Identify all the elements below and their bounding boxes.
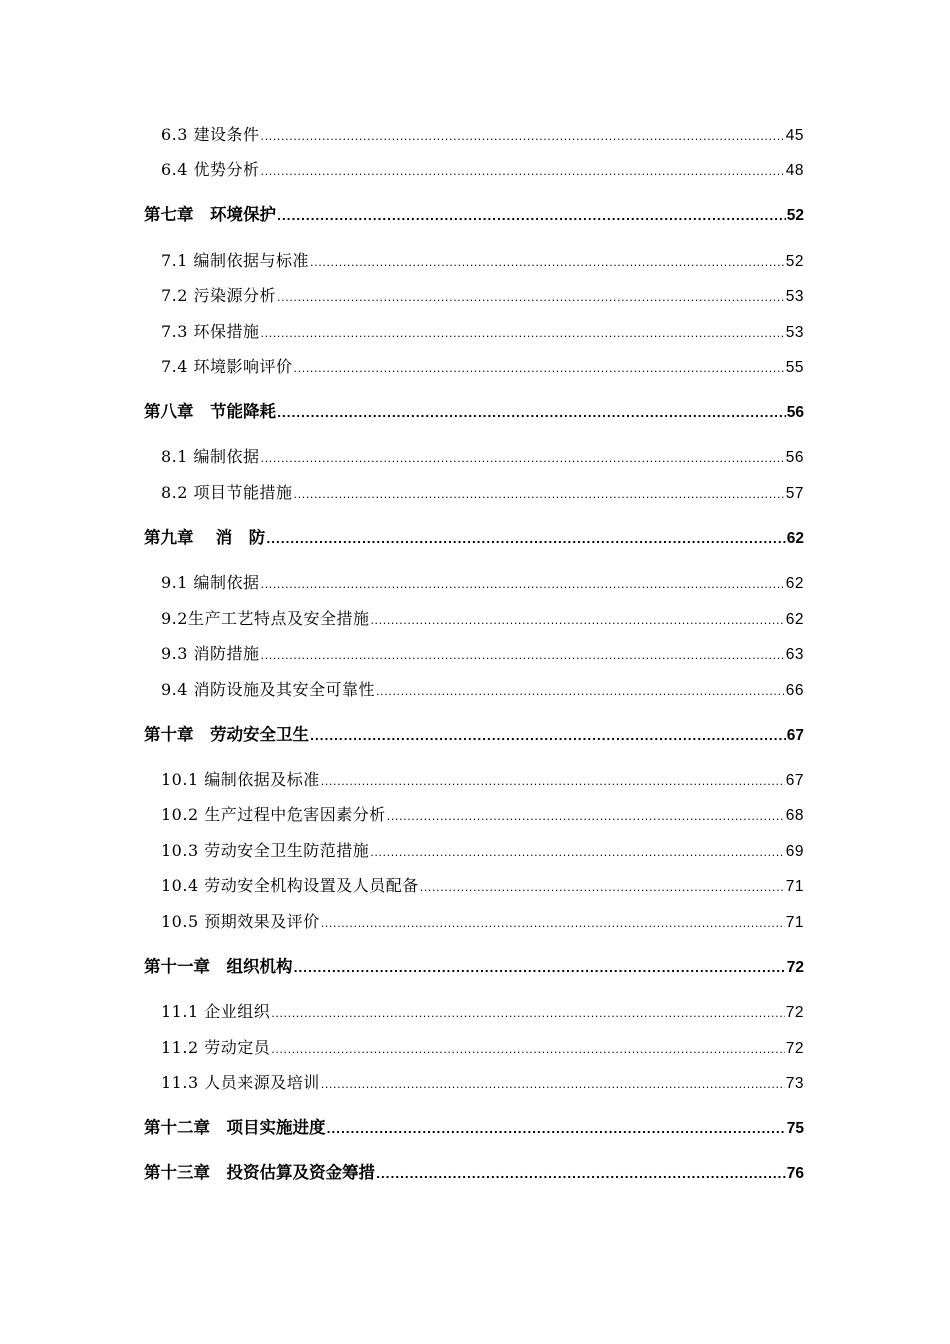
toc-entry-title: 9.1 编制依据 [161, 573, 260, 592]
toc-chapter-title: 第十二章 项目实施进度 [144, 1118, 326, 1137]
dot-leader [327, 1118, 786, 1142]
toc-page-number: 53 [785, 324, 804, 341]
toc-page-number: 71 [785, 878, 804, 895]
toc-page-number: 45 [785, 127, 804, 144]
toc-entry-title: 6.3 建设条件 [161, 125, 260, 144]
dot-leader [387, 805, 785, 829]
toc-chapter-10[interactable] [144, 723, 804, 747]
toc-chapter-title: 第十章 劳动安全卫生 [144, 725, 309, 744]
toc-entry-6-4[interactable] [161, 158, 804, 182]
toc-page-number: 63 [785, 646, 804, 663]
toc-entry-title: 10.1 编制依据及标准 [161, 770, 320, 789]
toc-page-number: 52 [785, 253, 804, 270]
toc-entry-title: 7.2 污染源分析 [161, 286, 277, 305]
toc-entry-10-2[interactable] [161, 803, 804, 827]
toc-chapter-7[interactable] [144, 203, 804, 227]
toc-page-number: 67 [785, 772, 804, 789]
dot-leader [261, 573, 785, 597]
toc-entry-title: 7.3 环保措施 [161, 322, 260, 341]
toc-page-number: 71 [785, 914, 804, 931]
toc-page-number: 53 [785, 288, 804, 305]
dot-leader [271, 1002, 785, 1026]
toc-entry-title: 11.3 人员来源及培训 [161, 1073, 320, 1092]
dot-leader [266, 528, 786, 552]
toc-entry-7-1[interactable] [161, 249, 804, 273]
toc-page-number: 75 [786, 1120, 804, 1137]
toc-chapter-title: 第十三章 投资估算及资金筹措 [144, 1163, 375, 1182]
toc-entry-title: 7.1 编制依据与标准 [161, 251, 310, 270]
dot-leader [420, 876, 785, 900]
toc-entry-title: 9.2生产工艺特点及安全措施 [161, 609, 370, 628]
dot-leader [261, 447, 785, 471]
toc-page-number: 67 [786, 727, 804, 744]
toc-page-number: 76 [786, 1165, 804, 1182]
toc-entry-title: 10.4 劳动安全机构设置及人员配备 [161, 876, 419, 895]
toc-page-number: 72 [786, 959, 804, 976]
toc-page-number: 55 [785, 359, 804, 376]
dot-leader [277, 205, 786, 229]
toc-page-number: 57 [785, 485, 804, 502]
toc-page-number: 73 [785, 1075, 804, 1092]
toc-chapter-title: 第七章 环境保护 [144, 205, 276, 224]
toc-entry-11-3[interactable] [161, 1071, 804, 1095]
toc-chapter-12[interactable] [144, 1116, 804, 1140]
toc-page-number: 48 [785, 162, 804, 179]
dot-leader [321, 912, 785, 936]
toc-page-number: 62 [785, 575, 804, 592]
dot-leader [277, 286, 785, 310]
toc-entry-title: 10.2 生产过程中危害因素分析 [161, 805, 386, 824]
toc-page-number: 72 [785, 1040, 804, 1057]
toc-entry-10-3[interactable] [161, 839, 804, 863]
toc-page-number: 56 [786, 404, 804, 421]
toc-entry-10-4[interactable] [161, 874, 804, 898]
dot-leader [261, 644, 785, 668]
toc-entry-title: 9.3 消防措施 [161, 644, 260, 663]
toc-entry-11-2[interactable] [161, 1036, 804, 1060]
toc-entry-title: 9.4 消防设施及其安全可靠性 [161, 680, 376, 699]
dot-leader [376, 1163, 786, 1187]
toc-entry-9-2[interactable] [161, 607, 804, 631]
dot-leader [277, 402, 786, 426]
toc-entry-7-2[interactable] [161, 284, 804, 308]
dot-leader [321, 1073, 785, 1097]
dot-leader [261, 160, 785, 184]
toc-entry-title: 7.4 环境影响评价 [161, 357, 293, 376]
toc-entry-10-5[interactable] [161, 910, 804, 934]
toc-chapter-title: 第十一章 组织机构 [144, 957, 293, 976]
toc-page-number: 68 [785, 807, 804, 824]
toc-page-number: 62 [786, 530, 804, 547]
dot-leader [271, 1038, 785, 1062]
toc-entry-title: 6.4 优势分析 [161, 160, 260, 179]
toc-entry-10-1[interactable] [161, 768, 804, 792]
dot-leader [294, 957, 786, 981]
dot-leader [310, 725, 786, 749]
toc-entry-7-4[interactable] [161, 355, 804, 379]
toc-chapter-8[interactable] [144, 400, 804, 424]
toc-chapter-title: 第九章 消 防 [144, 528, 266, 547]
toc-chapter-title: 第八章 节能降耗 [144, 402, 276, 421]
toc-page-number: 56 [785, 449, 804, 466]
dot-leader [261, 322, 785, 346]
toc-chapter-9[interactable] [144, 526, 804, 550]
dot-leader [370, 609, 784, 633]
toc-entry-title: 8.2 项目节能措施 [161, 483, 293, 502]
dot-leader [321, 770, 785, 794]
toc-page-number: 62 [785, 611, 804, 628]
toc-entry-11-1[interactable] [161, 1000, 804, 1024]
toc-page-number: 69 [785, 843, 804, 860]
toc-entry-title: 10.5 预期效果及评价 [161, 912, 320, 931]
toc-entry-title: 11.1 企业组织 [161, 1002, 271, 1021]
toc-page-number: 52 [786, 207, 804, 224]
toc-entry-8-1[interactable] [161, 445, 804, 469]
dot-leader [370, 841, 785, 865]
toc-entry-title: 10.3 劳动安全卫生防范措施 [161, 841, 370, 860]
toc-chapter-11[interactable] [144, 955, 804, 979]
dot-leader [294, 357, 785, 381]
toc-entry-title: 8.1 编制依据 [161, 447, 260, 466]
toc-entry-title: 11.2 劳动定员 [161, 1038, 271, 1057]
toc-entry-9-3[interactable] [161, 642, 804, 666]
toc-entry-6-3[interactable] [161, 123, 804, 147]
toc-chapter-13[interactable] [144, 1161, 804, 1185]
toc-page-number: 72 [785, 1004, 804, 1021]
dot-leader [310, 251, 785, 275]
toc-entry-7-3[interactable] [161, 320, 804, 344]
toc-page-number: 66 [785, 682, 804, 699]
toc-entry-9-4[interactable] [161, 678, 804, 702]
dot-leader [294, 483, 785, 507]
toc-entry-8-2[interactable] [161, 481, 804, 505]
dot-leader [261, 125, 785, 149]
dot-leader [376, 680, 785, 704]
toc-entry-9-1[interactable] [161, 571, 804, 595]
